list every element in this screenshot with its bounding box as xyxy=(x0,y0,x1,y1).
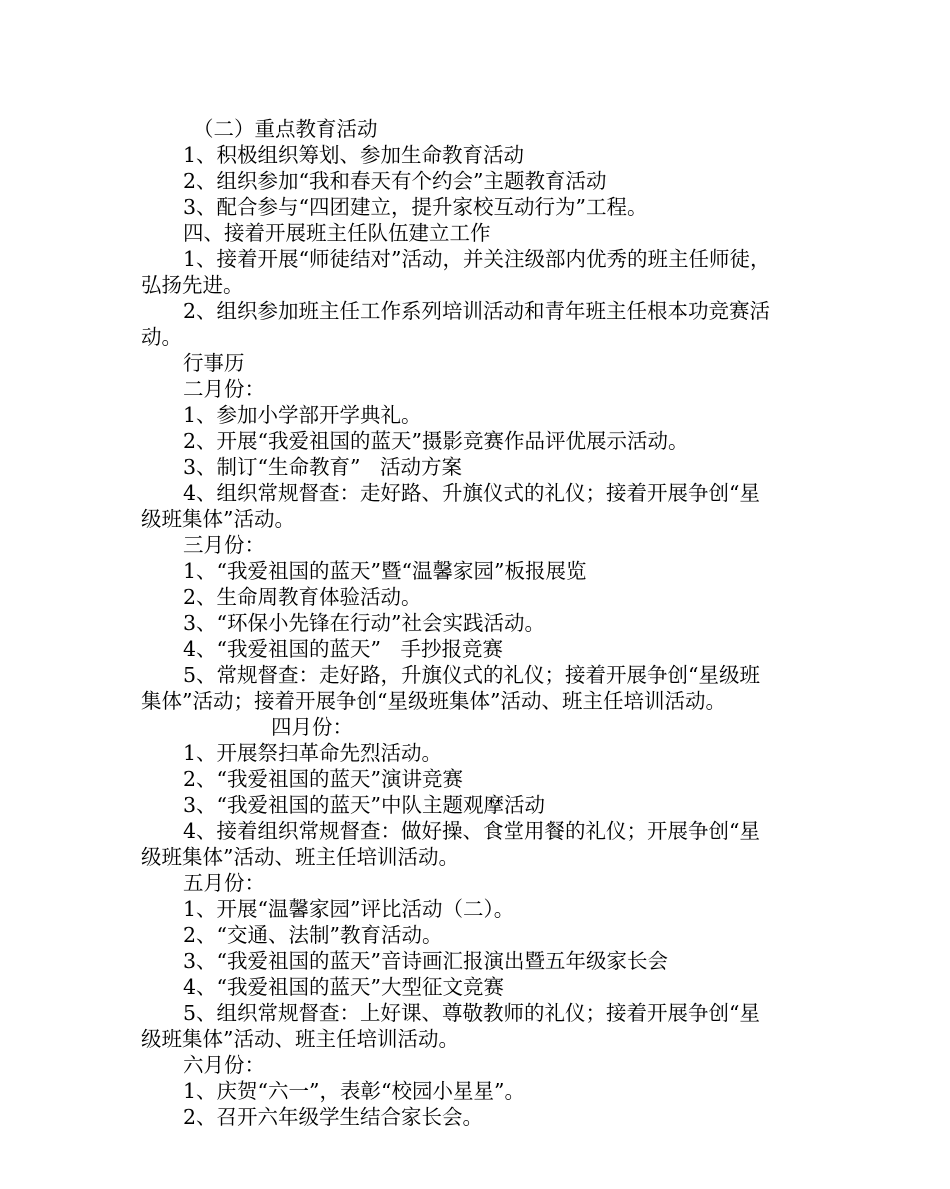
text-line: 级班集体”活动、班主任培训活动。 xyxy=(141,1027,459,1051)
text-line: 1、参加小学部开学典礼。 xyxy=(183,403,422,427)
text-line: 行事历 xyxy=(183,351,245,375)
text-line: 1、积极组织筹划、参加生命教育活动 xyxy=(183,143,525,167)
text-line: 六月份： xyxy=(183,1053,265,1077)
text-line: 2、组织参加班主任工作系列培训活动和青年班主任根本功竞赛活 xyxy=(183,299,771,323)
text-line: 二月份： xyxy=(183,377,265,401)
text-line: 集体”活动；接着开展争创“星级班集体”活动、班主任培训活动。 xyxy=(141,689,726,713)
text-line: 2、生命周教育体验活动。 xyxy=(183,585,422,609)
text-line: 级班集体”活动、班主任培训活动。 xyxy=(141,845,459,869)
text-line: 4、接着组织常规督查：做好操、食堂用餐的礼仪；开展争创“星 xyxy=(183,819,761,843)
text-line: 1、开展“温馨家园”评比活动（二）。 xyxy=(183,897,515,921)
text-line: 4、组织常规督查：走好路、升旗仪式的礼仪；接着开展争创“星 xyxy=(183,481,761,505)
text-line: 动。 xyxy=(141,325,182,349)
text-line: 5、常规督查：走好路，升旗仪式的礼仪；接着开展争创“星级班 xyxy=(183,663,761,687)
text-line: 2、召开六年级学生结合家长会。 xyxy=(183,1105,484,1129)
text-line: 1、庆贺“六一”，表彰“校园小星星”。 xyxy=(183,1079,525,1103)
text-line: 四、接着开展班主任队伍建立工作 xyxy=(183,221,491,245)
text-line: 3、制订“生命教育” 活动方案 xyxy=(183,455,463,479)
text-line: 4、“我爱祖国的蓝天”大型征文竞赛 xyxy=(183,975,505,999)
text-line: 1、接着开展“师徒结对”活动，并关注级部内优秀的班主任师徒， xyxy=(183,247,771,271)
text-line: 四月份： xyxy=(271,715,353,739)
text-line: 三月份： xyxy=(183,533,265,557)
text-line: 3、配合参与“四团建立，提升家校互动行为”工程。 xyxy=(183,195,648,219)
text-line: 5、组织常规督查：上好课、尊敬教师的礼仪；接着开展争创“星 xyxy=(183,1001,761,1025)
document-body xyxy=(141,116,811,1130)
text-line: 3、“我爱祖国的蓝天”音诗画汇报演出暨五年级家长会 xyxy=(183,949,669,973)
text-line: 2、“我爱祖国的蓝天”演讲竞赛 xyxy=(183,767,464,791)
text-line: 级班集体”活动。 xyxy=(141,507,295,531)
text-line: 3、“我爱祖国的蓝天”中队主题观摩活动 xyxy=(183,793,546,817)
text-line: 1、开展祭扫革命先烈活动。 xyxy=(183,741,443,765)
text-line: 4、“我爱祖国的蓝天” 手抄报竞赛 xyxy=(183,637,504,661)
text-line: 3、“环保小先锋在行动”社会实践活动。 xyxy=(183,611,546,635)
text-line: 弘扬先进。 xyxy=(141,273,244,297)
text-line: 2、开展“我爱祖国的蓝天”摄影竞赛作品评优展示活动。 xyxy=(183,429,689,453)
text-line: 五月份： xyxy=(183,871,265,895)
text-line: 1、“我爱祖国的蓝天”暨“温馨家园”板报展览 xyxy=(183,559,587,583)
text-line: （二）重点教育活动 xyxy=(193,117,378,141)
text-line: 2、“交通、法制”教育活动。 xyxy=(183,923,443,947)
text-line: 2、组织参加“我和春天有个约会”主题教育活动 xyxy=(183,169,607,193)
